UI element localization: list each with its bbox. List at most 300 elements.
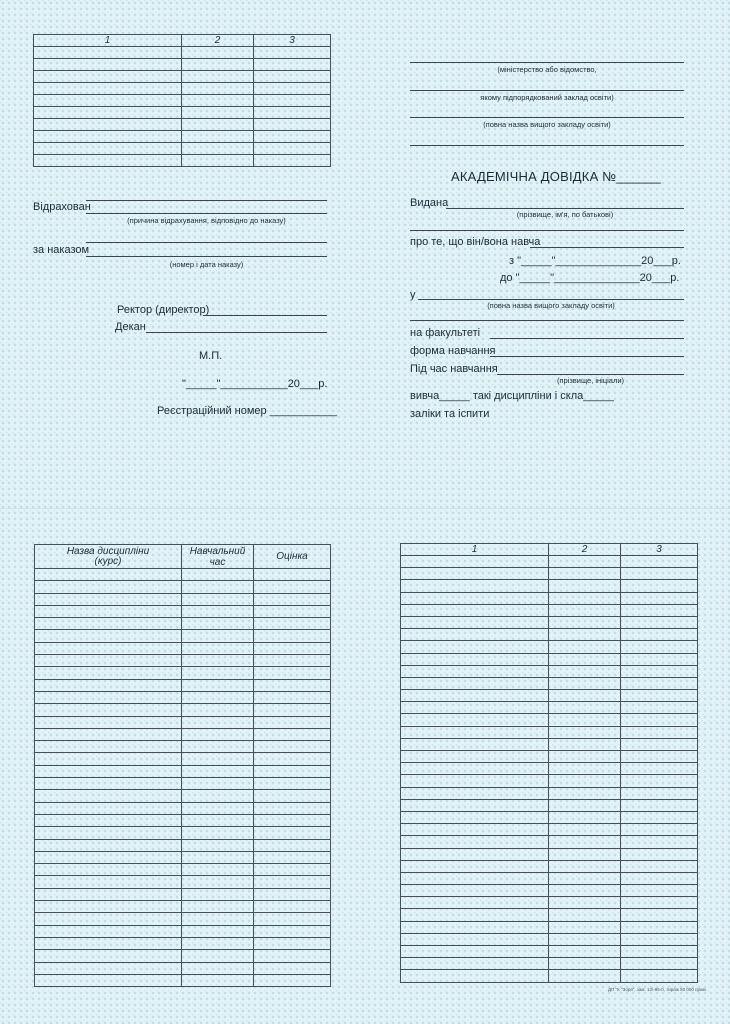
table-cell xyxy=(549,641,621,653)
table-cell xyxy=(621,970,698,982)
table-cell xyxy=(34,119,182,131)
table-cell xyxy=(182,618,254,630)
table-cell xyxy=(34,71,182,83)
table-cell xyxy=(254,95,331,107)
table-cell xyxy=(549,629,621,641)
table-row xyxy=(401,690,698,702)
table-cell xyxy=(549,556,621,568)
table-cell xyxy=(35,802,182,814)
table-cell xyxy=(35,790,182,802)
table-cell xyxy=(182,667,254,679)
table-cell xyxy=(401,604,549,616)
table-cell xyxy=(182,876,254,888)
table-cell xyxy=(35,741,182,753)
table-row xyxy=(401,958,698,970)
table-cell xyxy=(35,765,182,777)
column-header: 1 xyxy=(34,35,182,47)
table-row xyxy=(35,581,331,593)
table-row xyxy=(35,618,331,630)
table-cell xyxy=(254,802,331,814)
table-row xyxy=(401,897,698,909)
table-row xyxy=(35,753,331,765)
studied-line xyxy=(530,247,684,248)
table-cell xyxy=(35,778,182,790)
table-row xyxy=(401,738,698,750)
table-row xyxy=(401,604,698,616)
dean-signature-line xyxy=(146,332,327,333)
table-row xyxy=(35,605,331,617)
table-row xyxy=(35,655,331,667)
table-row xyxy=(35,876,331,888)
table-cell xyxy=(621,946,698,958)
table-cell xyxy=(621,860,698,872)
table-cell xyxy=(254,131,331,143)
table-cell xyxy=(182,655,254,667)
table-cell xyxy=(549,946,621,958)
table-cell xyxy=(621,751,698,763)
table-cell xyxy=(254,155,331,167)
table-cell xyxy=(621,836,698,848)
table-cell xyxy=(182,839,254,851)
table-cell xyxy=(549,848,621,860)
blank-line xyxy=(410,230,684,231)
table-row xyxy=(401,799,698,811)
table-cell xyxy=(401,872,549,884)
table-cell xyxy=(182,962,254,974)
table-cell xyxy=(549,726,621,738)
table-cell xyxy=(35,851,182,863)
table-cell xyxy=(549,860,621,872)
table-row xyxy=(35,827,331,839)
table-cell xyxy=(621,824,698,836)
table-cell xyxy=(254,119,331,131)
print-note: ДП "К "Зоря", зам. 12\-95-0, тираж 50 000 прим. xyxy=(608,987,707,992)
table-row xyxy=(34,119,331,131)
table-row xyxy=(401,641,698,653)
seal-label: М.П. xyxy=(199,350,223,362)
table-cell xyxy=(182,802,254,814)
table-cell xyxy=(254,704,331,716)
table-row xyxy=(35,962,331,974)
table-cell xyxy=(182,593,254,605)
table-cell xyxy=(35,876,182,888)
table-cell xyxy=(549,933,621,945)
table-cell xyxy=(549,970,621,982)
column-header: Навчальний час xyxy=(182,545,254,569)
table-cell xyxy=(549,604,621,616)
table-row xyxy=(401,751,698,763)
table-cell xyxy=(254,642,331,654)
table-cell xyxy=(254,864,331,876)
table-row xyxy=(35,913,331,925)
table-row xyxy=(34,59,331,71)
blank-line xyxy=(86,242,327,243)
table-cell xyxy=(254,107,331,119)
expelled-label: Відрахован xyxy=(33,201,91,213)
table-cell xyxy=(182,778,254,790)
table-cell xyxy=(401,665,549,677)
table-row xyxy=(401,775,698,787)
table-cell xyxy=(549,665,621,677)
table-cell xyxy=(621,921,698,933)
table-cell xyxy=(401,933,549,945)
table-cell xyxy=(182,716,254,728)
table-cell xyxy=(549,799,621,811)
table-cell xyxy=(182,864,254,876)
table-cell xyxy=(254,950,331,962)
table-cell xyxy=(182,901,254,913)
table-cell xyxy=(182,790,254,802)
column-header: Назва дисципліни (курс) xyxy=(35,545,182,569)
table-cell xyxy=(254,716,331,728)
table-cell xyxy=(621,556,698,568)
table-cell xyxy=(621,738,698,750)
table-cell xyxy=(401,860,549,872)
table-cell xyxy=(401,690,549,702)
table-cell xyxy=(621,811,698,823)
table-cell xyxy=(549,909,621,921)
table-cell xyxy=(401,568,549,580)
table-cell xyxy=(401,775,549,787)
rector-signature-line xyxy=(203,315,327,316)
table-cell xyxy=(549,714,621,726)
table-cell xyxy=(401,958,549,970)
table-cell xyxy=(182,704,254,716)
table-row xyxy=(401,921,698,933)
order-label: за наказом xyxy=(33,244,90,256)
table-cell xyxy=(549,690,621,702)
table-cell xyxy=(401,799,549,811)
table-cell xyxy=(35,716,182,728)
table-row xyxy=(401,836,698,848)
issued-label: Видана xyxy=(410,197,449,209)
studied-subjects-text: вивча_____ такі дисципліни і скла_____ xyxy=(410,390,614,402)
table-cell xyxy=(254,937,331,949)
table-row xyxy=(401,677,698,689)
table-cell xyxy=(401,921,549,933)
table-cell xyxy=(35,691,182,703)
table-cell xyxy=(401,677,549,689)
table-cell xyxy=(549,872,621,884)
at-line xyxy=(418,299,684,300)
table-cell xyxy=(34,143,182,155)
table-cell xyxy=(401,556,549,568)
table-cell xyxy=(549,653,621,665)
during-caption: (прізвище, ініціали) xyxy=(556,376,625,385)
table-cell xyxy=(182,851,254,863)
table-row xyxy=(401,616,698,628)
table-cell xyxy=(401,616,549,628)
table-cell xyxy=(254,59,331,71)
table-cell xyxy=(621,885,698,897)
table-cell xyxy=(401,629,549,641)
table-cell xyxy=(34,95,182,107)
table-cell xyxy=(401,811,549,823)
table-cell xyxy=(182,47,254,59)
table-cell xyxy=(401,836,549,848)
table-cell xyxy=(401,946,549,958)
table-cell xyxy=(549,702,621,714)
table-cell xyxy=(34,155,182,167)
table-row xyxy=(35,925,331,937)
table-cell xyxy=(254,630,331,642)
table-row xyxy=(401,556,698,568)
subjects-table xyxy=(34,544,331,987)
table-cell xyxy=(254,741,331,753)
table-row xyxy=(401,580,698,592)
table-cell xyxy=(254,581,331,593)
table-row xyxy=(34,155,331,167)
order-line xyxy=(86,256,327,257)
table-cell xyxy=(401,702,549,714)
table-cell xyxy=(35,962,182,974)
table-cell xyxy=(34,59,182,71)
table-cell xyxy=(35,864,182,876)
table-cell xyxy=(254,83,331,95)
table-cell xyxy=(254,876,331,888)
table-cell xyxy=(621,897,698,909)
table-cell xyxy=(401,787,549,799)
table-cell xyxy=(254,569,331,581)
table-cell xyxy=(621,702,698,714)
table-row xyxy=(35,569,331,581)
table-cell xyxy=(621,616,698,628)
table-row xyxy=(35,864,331,876)
table-cell xyxy=(621,641,698,653)
table-row xyxy=(35,888,331,900)
table-cell xyxy=(254,913,331,925)
column-header: 2 xyxy=(182,35,254,47)
table-row xyxy=(401,946,698,958)
table-cell xyxy=(621,872,698,884)
table-row xyxy=(35,704,331,716)
table-cell xyxy=(549,787,621,799)
table-cell xyxy=(34,83,182,95)
table-cell xyxy=(549,824,621,836)
table-row xyxy=(401,885,698,897)
ministry-line xyxy=(410,62,684,63)
table-cell xyxy=(549,616,621,628)
page-fold xyxy=(0,508,730,509)
table-cell xyxy=(254,851,331,863)
table-row xyxy=(35,716,331,728)
table-cell xyxy=(254,667,331,679)
table-cell xyxy=(549,751,621,763)
column-header: 1 xyxy=(401,544,549,556)
subordinate-line xyxy=(410,90,684,91)
table-cell xyxy=(182,630,254,642)
table-row xyxy=(401,872,698,884)
table-cell xyxy=(254,827,331,839)
faculty-label: на факультеті xyxy=(410,327,481,339)
table-row xyxy=(401,568,698,580)
table-row xyxy=(401,629,698,641)
table-row xyxy=(35,802,331,814)
table-cell xyxy=(182,95,254,107)
table-cell xyxy=(182,569,254,581)
table-cell xyxy=(35,901,182,913)
expelled-line xyxy=(86,213,327,214)
from-date: з "_____"______________20___р. xyxy=(509,255,681,267)
to-date: до "_____"______________20___р. xyxy=(500,272,680,284)
table-cell xyxy=(621,629,698,641)
table-cell xyxy=(549,836,621,848)
issued-caption: (прізвище, ім'я, по батькові) xyxy=(516,210,614,219)
table-cell xyxy=(401,738,549,750)
table-cell xyxy=(549,568,621,580)
table-cell xyxy=(549,738,621,750)
table-cell xyxy=(549,677,621,689)
table-row xyxy=(401,909,698,921)
table-cell xyxy=(182,925,254,937)
table-row xyxy=(401,970,698,982)
table-row xyxy=(35,814,331,826)
table-row xyxy=(35,974,331,986)
column-header: Оцінка xyxy=(254,545,331,569)
blank-line xyxy=(410,320,684,321)
table-cell xyxy=(254,728,331,740)
table-cell xyxy=(182,814,254,826)
table-row xyxy=(35,950,331,962)
table-row xyxy=(35,778,331,790)
registration-number: Реєстраційний номер ___________ xyxy=(157,405,338,417)
table-cell xyxy=(621,799,698,811)
table-cell xyxy=(35,569,182,581)
table-cell xyxy=(621,580,698,592)
table-cell xyxy=(182,642,254,654)
table-row xyxy=(35,851,331,863)
table-row xyxy=(401,848,698,860)
table-cell xyxy=(621,787,698,799)
table-cell xyxy=(35,667,182,679)
table-row xyxy=(35,765,331,777)
table-cell xyxy=(35,630,182,642)
expelled-caption: (причина відрахування, відповідно до наказу) xyxy=(127,216,286,225)
institution-line xyxy=(410,117,684,118)
table-row xyxy=(35,839,331,851)
during-label: Під час навчання xyxy=(410,363,498,375)
table-cell xyxy=(401,641,549,653)
table-row xyxy=(35,901,331,913)
table-cell xyxy=(182,741,254,753)
table-cell xyxy=(182,950,254,962)
table-cell xyxy=(182,143,254,155)
table-row xyxy=(35,667,331,679)
table-cell xyxy=(621,958,698,970)
blank-line xyxy=(410,145,684,146)
table-row xyxy=(401,763,698,775)
table-row xyxy=(35,593,331,605)
table-cell xyxy=(35,814,182,826)
table-cell xyxy=(182,765,254,777)
table-cell xyxy=(182,827,254,839)
study-form-label: форма навчання xyxy=(410,345,496,357)
table-row xyxy=(35,630,331,642)
table-cell xyxy=(35,913,182,925)
table-cell xyxy=(254,655,331,667)
table-row xyxy=(401,860,698,872)
table-cell xyxy=(621,592,698,604)
table-cell xyxy=(182,71,254,83)
table-cell xyxy=(35,950,182,962)
table-cell xyxy=(401,897,549,909)
table-cell xyxy=(35,679,182,691)
table-cell xyxy=(401,751,549,763)
table-row xyxy=(401,653,698,665)
table-cell xyxy=(34,131,182,143)
table-cell xyxy=(254,888,331,900)
table-cell xyxy=(254,814,331,826)
table-cell xyxy=(182,753,254,765)
table-cell xyxy=(621,653,698,665)
exams-text: заліки та іспити xyxy=(410,408,490,420)
table-cell xyxy=(35,839,182,851)
order-caption: (номер і дата наказу) xyxy=(169,260,244,269)
table-cell xyxy=(35,655,182,667)
table-cell xyxy=(621,604,698,616)
table-row xyxy=(401,592,698,604)
table-row xyxy=(34,95,331,107)
table-row xyxy=(34,71,331,83)
during-line xyxy=(497,374,684,375)
institution-caption: (повна назва вищого закладу освіти) xyxy=(483,120,611,129)
table-cell xyxy=(254,790,331,802)
table-row xyxy=(401,824,698,836)
table-cell xyxy=(549,958,621,970)
blank-line xyxy=(86,200,327,201)
table-cell xyxy=(35,753,182,765)
issued-line xyxy=(446,208,684,209)
table-cell xyxy=(621,933,698,945)
table-cell xyxy=(35,974,182,986)
table-cell xyxy=(254,605,331,617)
table-cell xyxy=(621,775,698,787)
subordinate-caption: якому підпорядкований заклад освіти) xyxy=(480,93,614,102)
table-cell xyxy=(254,765,331,777)
table-cell xyxy=(254,593,331,605)
table-row xyxy=(34,131,331,143)
table-cell xyxy=(549,592,621,604)
at-label: у xyxy=(410,289,416,301)
table-row xyxy=(401,787,698,799)
table-row xyxy=(35,691,331,703)
table-cell xyxy=(182,59,254,71)
table-cell xyxy=(254,691,331,703)
table-row xyxy=(401,726,698,738)
table-cell xyxy=(549,763,621,775)
table-cell xyxy=(35,728,182,740)
table-cell xyxy=(549,580,621,592)
table-cell xyxy=(621,848,698,860)
table-cell xyxy=(182,107,254,119)
table-cell xyxy=(549,811,621,823)
table-cell xyxy=(182,605,254,617)
table-cell xyxy=(34,47,182,59)
table-cell xyxy=(621,909,698,921)
table-row xyxy=(35,728,331,740)
table-cell xyxy=(621,677,698,689)
table-cell xyxy=(182,155,254,167)
table-row xyxy=(35,790,331,802)
table-row xyxy=(35,679,331,691)
table-cell xyxy=(401,848,549,860)
table-cell xyxy=(254,974,331,986)
table-row xyxy=(34,47,331,59)
table-cell xyxy=(254,143,331,155)
table-cell xyxy=(401,763,549,775)
table-cell xyxy=(621,690,698,702)
table-cell xyxy=(621,714,698,726)
